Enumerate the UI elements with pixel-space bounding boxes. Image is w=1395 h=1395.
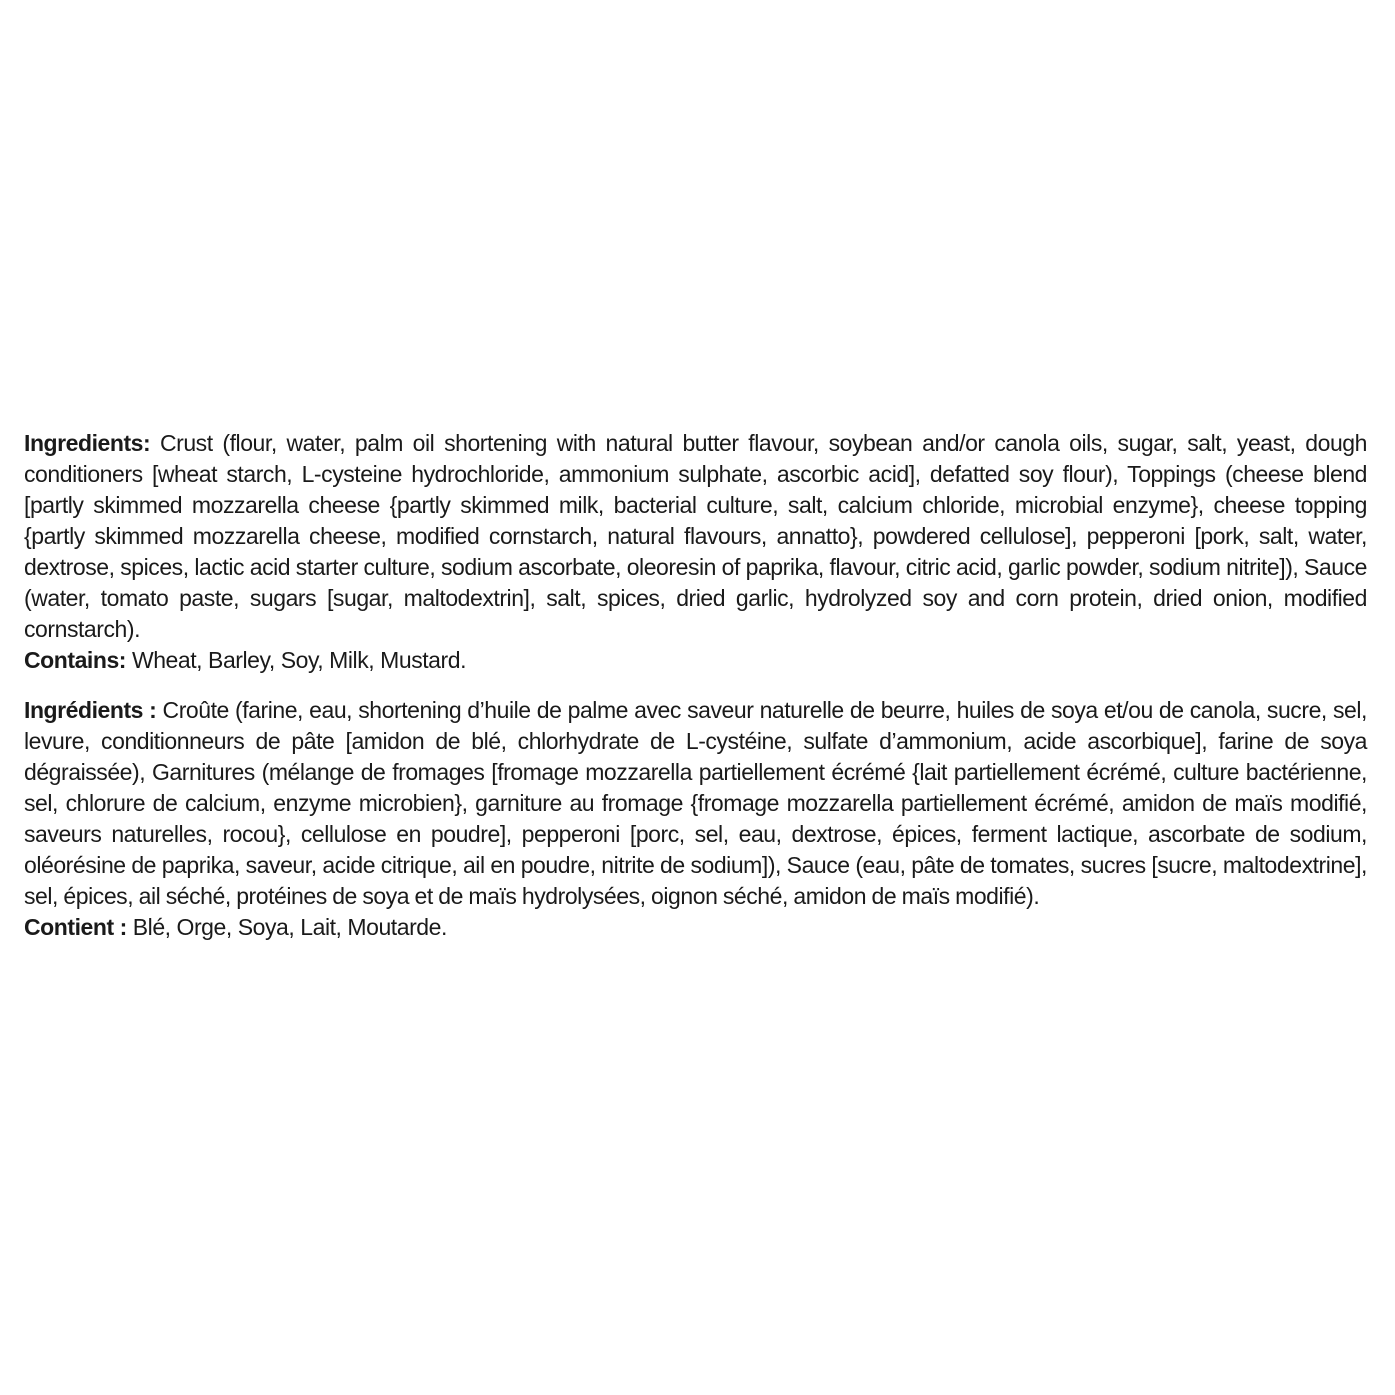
french-ingredients (24, 695, 1367, 912)
english-ingredients-text: Crust (flour, water, palm oil shortening with natural butter flavour, soybean and/or canola oils, sugar, salt, yeast, dough conditioners [wheat starch, L-cysteine hydrochloride, ammonium sulphate, ascorbic acid], defatted soy flour), Toppings (cheese blend [partly skimmed mozzarella cheese {partly skimmed milk, bacterial culture, salt, calcium chloride, microbial enzyme}, cheese topping {partly skimmed mozzarella cheese, modified cornstarch, natural flavours, annatto}, powdered cellulose], pepperoni [pork, salt, water, dextrose, spices, lactic acid starter culture, sodium ascorbate, oleoresin of paprika, flavour, citric acid, garlic powder, sodium nitrite]), Sauce (water, tomato paste, sugars [sugar, maltodextrin], salt, spices, dried garlic, hydrolyzed soy and corn protein, dried onion, modified cornstarch). (24, 430, 1367, 642)
section-spacer (24, 676, 1367, 695)
french-contains-label: Contient : (24, 914, 127, 940)
french-ingredients-text: Croûte (farine, eau, shortening d’huile de palme avec saveur naturelle de beurre, huiles de soya et/ou de canola, sucre, sel, levure, conditionneurs de pâte [amidon de blé, chlorhydrate de L-cystéine, sulfate d’ammonium, acide ascorbique], farine de soya dégraissée), Garnitures (mélange de fromages [fromage mozzarella partiellement écrémé {lait partiellement écrémé, culture bactérienne, sel, chlorure de calcium, enzyme microbien}, garniture au fromage {fromage mozzarella partiellement écrémé, amidon de maïs modifié, saveurs naturelles, rocou}, cellulose en poudre], pepperoni [porc, sel, eau, dextrose, épices, ferment lactique, ascorbate de sodium, oléorésine de paprika, saveur, acide citrique, ail en poudre, nitrite de sodium]), Sauce (eau, pâte de tomates, sucres [sucre, maltodextrine], sel, épices, ail séché, protéines de soya et de maïs hydrolysées, oignon séché, amidon de maïs modifié). (24, 697, 1367, 909)
ingredients-panel (24, 428, 1367, 943)
english-contains (24, 645, 1367, 676)
english-ingredients-label: Ingredients: (24, 430, 151, 456)
french-ingredients-label: Ingrédients : (24, 697, 157, 723)
french-contains-text: Blé, Orge, Soya, Lait, Moutarde. (132, 914, 447, 940)
english-contains-text: Wheat, Barley, Soy, Milk, Mustard. (131, 647, 467, 673)
english-ingredients (24, 428, 1367, 645)
english-contains-label: Contains: (24, 647, 126, 673)
french-contains (24, 912, 1367, 943)
